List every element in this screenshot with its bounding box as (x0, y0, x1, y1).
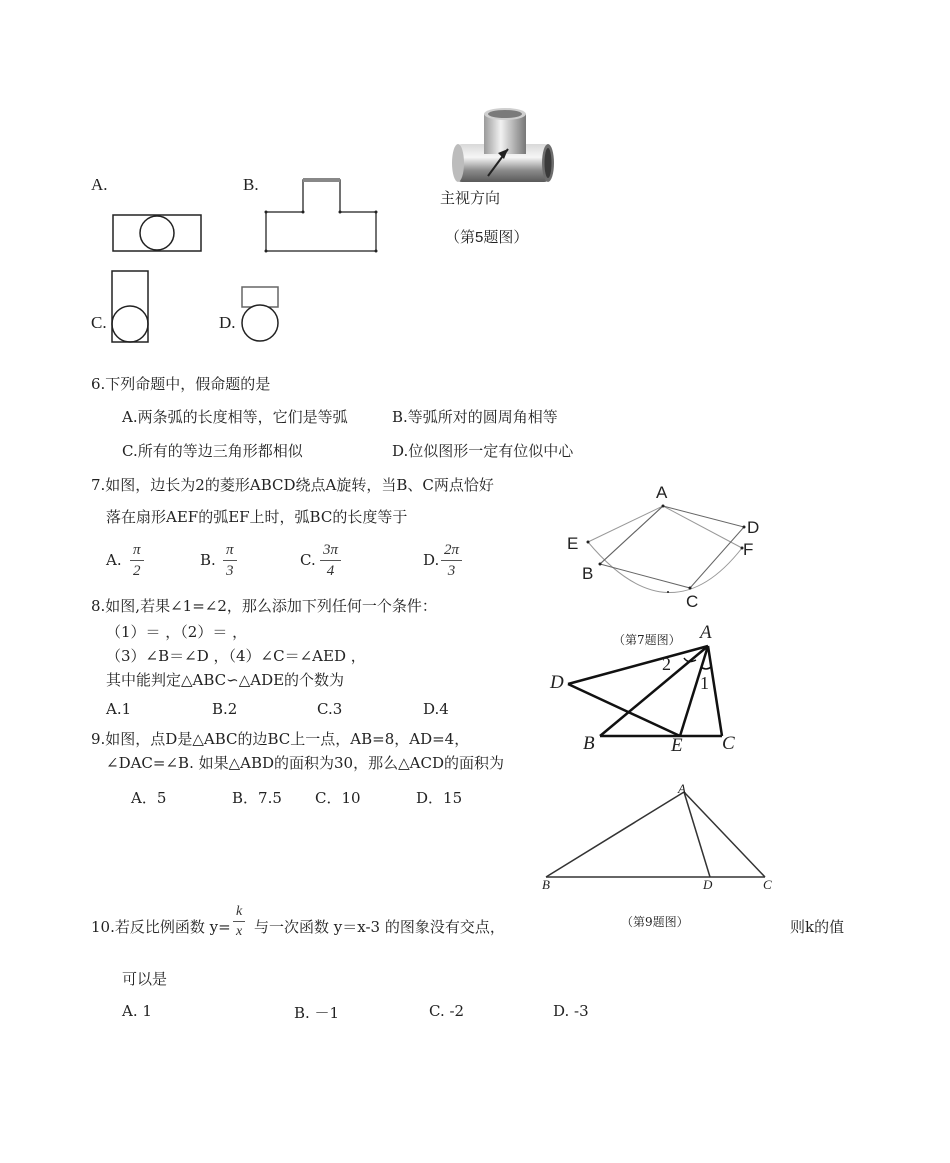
q8-point-d: D (550, 672, 564, 693)
q7-option-b-num: π (223, 542, 237, 561)
q7-option-d-fraction (441, 542, 462, 580)
q8-point-a: A (700, 622, 712, 643)
q5-option-d-figure (240, 286, 282, 344)
q7-option-d-label: D. (423, 551, 440, 569)
q7-option-a-den: 2 (133, 563, 141, 579)
q8-angle-2: 2 (662, 654, 671, 674)
q5-figure-caption: （第5题图） (445, 229, 529, 246)
q9-figure-caption: （第9题图） (621, 915, 689, 929)
q8-figure (560, 636, 760, 746)
q8-option-a: A.1 (106, 700, 132, 718)
q7-option-d-den: 3 (447, 563, 456, 579)
q8-point-e: E (671, 735, 683, 756)
q5-option-c-label: C. (91, 313, 107, 332)
q7-option-d-num: 2π (441, 542, 462, 561)
q5-option-a-figure (112, 214, 202, 254)
q7-option-c-num: 3π (320, 542, 341, 561)
q5-option-b-label: B. (243, 175, 259, 194)
q7-point-a: A (656, 483, 668, 502)
q10-option-d: D. -3 (553, 1002, 589, 1020)
q9-point-b: B (542, 877, 550, 892)
q10-fraction (233, 904, 245, 940)
q7-point-d: D (747, 518, 760, 537)
q5-direction-label: 主视方向 (440, 190, 501, 207)
q8-point-b: B (583, 733, 595, 754)
q9-point-c: C (763, 877, 772, 892)
q9-option-b: B．7.5 (232, 789, 282, 807)
q10-fraction-num: k (233, 904, 245, 922)
q8-stem: 8.如图,若果∠1=∠2，那么添加下列任何一个条件： (91, 597, 437, 615)
q6-option-a: A.两条弧的长度相等，它们是等弧 (122, 408, 348, 426)
q9-option-d: D．15 (416, 789, 463, 807)
q7-option-a-fraction (130, 542, 144, 580)
q7-point-b: B (582, 564, 594, 583)
q7-option-b-den: 3 (226, 563, 234, 579)
q7-option-a-label: A. (106, 551, 122, 569)
q8-option-c: C.3 (317, 700, 343, 718)
q10-option-a: A. 1 (122, 1002, 152, 1020)
q7-option-b-label: B. (200, 551, 216, 569)
q10-stem-pre: 10.若反比例函数 y= (91, 918, 231, 936)
q5-pipe-tee-figure (448, 104, 558, 194)
q7-option-b-fraction (223, 542, 237, 580)
q10-stem-tail: 则k的值 (790, 918, 845, 936)
q5-option-b-figure (263, 176, 383, 256)
q6-option-c: C.所有的等边三角形都相似 (122, 442, 303, 460)
q9-stem-line2: ∠DAC=∠B. 如果△ABD的面积为30，那么△ACD的面积为 (106, 754, 504, 772)
q9-point-d: D (703, 877, 713, 892)
q7-stem-line2: 落在扇形AEF的弧EF上时，弧BC的长度等于 (106, 508, 408, 526)
q9-stem-line1: 9.如图，点D是△ABC的边BC上一点，AB=8，AD=4， (91, 730, 470, 748)
q7-option-c-fraction (320, 542, 341, 580)
q10-option-c: C. -2 (429, 1002, 465, 1020)
q7-figure-caption: （第7题图） (613, 633, 681, 647)
q5-option-a-label: A. (91, 175, 108, 194)
q9-point-a: A (678, 781, 686, 796)
q10-fraction-den: x (236, 924, 243, 939)
q10-stem-post: 与一次函数 y＝x-3 的图象没有交点， (254, 918, 505, 936)
q7-point-c: C (686, 592, 699, 611)
q9-figure (540, 780, 780, 885)
q7-point-f: F (743, 540, 754, 559)
q9-option-c: C．10 (315, 789, 361, 807)
q7-option-c-label: C. (300, 551, 316, 569)
q6-option-d: D.位似图形一定有位似中心 (392, 442, 574, 460)
q10-option-b: B. －1 (294, 1004, 340, 1022)
q5-option-c-figure (111, 270, 151, 344)
q8-conditions-line2: （3）∠B＝∠D ，（4）∠C＝∠AED ， (106, 647, 366, 665)
q10-line2: 可以是 (122, 970, 168, 988)
q8-angle-1: 1 (700, 673, 709, 693)
q6-stem: 6.下列命题中，假命题的是 (91, 375, 271, 393)
q8-question: 其中能判定△ABC∽△ADE的个数为 (106, 671, 345, 689)
q8-conditions-line1: （1）＝ ，（2）＝ ， (106, 623, 248, 641)
q8-option-d: D.4 (423, 700, 449, 718)
q7-point-e: E (567, 534, 579, 553)
q8-option-b: B.2 (212, 700, 238, 718)
q9-option-a: A．5 (131, 789, 167, 807)
q6-option-b: B.等弧所对的圆周角相等 (392, 408, 558, 426)
q7-option-c-den: 4 (326, 563, 335, 579)
q7-option-a-num: π (130, 542, 144, 561)
q5-option-d-label: D. (219, 313, 236, 332)
q7-stem-line1: 7.如图，边长为2的菱形ABCD绕点A旋转，当B、C两点恰好 (91, 476, 494, 494)
q8-point-c: C (722, 733, 735, 754)
